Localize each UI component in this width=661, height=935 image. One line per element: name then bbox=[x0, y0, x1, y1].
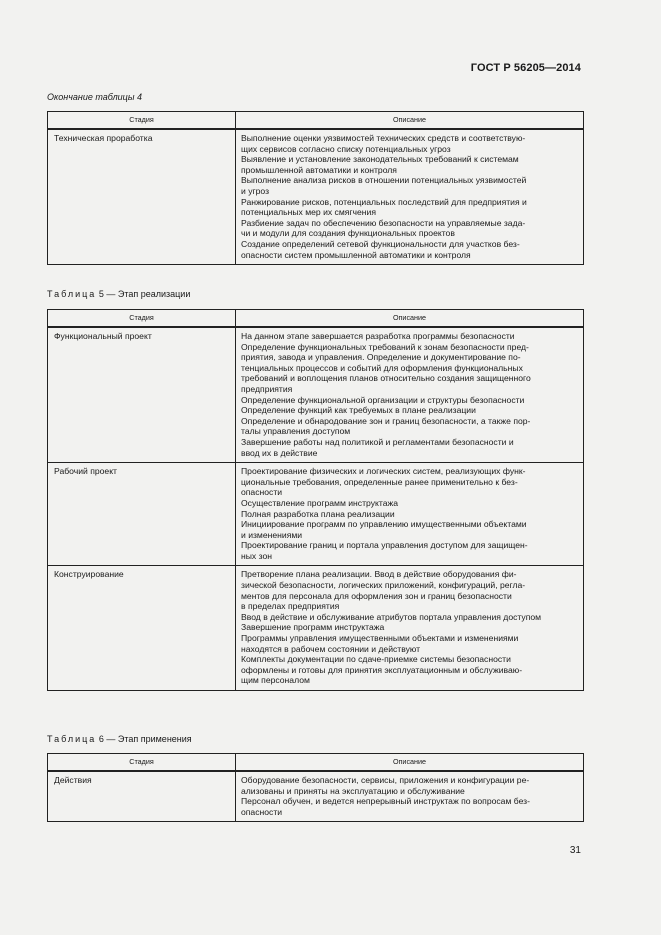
stage-cell: Функциональный проект bbox=[48, 327, 236, 463]
description-cell bbox=[236, 327, 584, 463]
table-row bbox=[48, 327, 584, 463]
caption-title: — Этап применения bbox=[106, 734, 192, 744]
table6-header-row bbox=[48, 754, 584, 772]
standard-number: ГОСТ Р 56205—2014 bbox=[470, 62, 581, 74]
description-line: ментов для персонала для оформления зон и границ безопасности bbox=[241, 590, 512, 601]
description-line: Полная разработка плана реализации bbox=[241, 508, 395, 519]
description-line: циональные требования, определенные ранее применительно к без- bbox=[241, 476, 518, 487]
description-line: Комплекты документации по сдаче-приемке системы безопасности bbox=[241, 654, 511, 665]
column-header-stage: Стадия bbox=[48, 754, 236, 772]
description-line: Определение и обнародование зон и границ безопасности, а также пор- bbox=[241, 415, 531, 426]
description-line: опасности bbox=[241, 806, 283, 817]
table5-caption bbox=[47, 289, 190, 299]
description-line: чи и модули для создания функциональных проектов bbox=[241, 228, 455, 239]
caption-number: 6 bbox=[98, 734, 104, 744]
description-line: ных зон bbox=[241, 550, 272, 561]
description-line: Выполнение оценки уязвимостей технических средств и соответствую- bbox=[241, 133, 526, 143]
table-row bbox=[48, 566, 584, 691]
caption-label: Таблица bbox=[47, 734, 97, 744]
description-cell bbox=[236, 566, 584, 691]
description-line: опасности систем промышленной автоматики и контроля bbox=[241, 249, 471, 260]
table6 bbox=[47, 753, 584, 822]
description-line: зической безопасности, логических приложений, конфигураций, регла- bbox=[241, 580, 526, 591]
description-line: Проектирование границ и портала управления доступом для защищен- bbox=[241, 540, 528, 551]
description-line: Программы управления имущественными объектами и изменениями bbox=[241, 633, 519, 644]
table-row bbox=[48, 463, 584, 566]
column-header-stage: Стадия bbox=[48, 310, 236, 328]
description-cell bbox=[236, 771, 584, 822]
description-line: Выполнение анализа рисков в отношении потенциальных уязвимостей bbox=[241, 175, 527, 186]
caption-label: Таблица bbox=[47, 289, 97, 299]
stage-cell: Конструирование bbox=[48, 566, 236, 691]
description-cell bbox=[236, 463, 584, 566]
description-line: Определение функциональной организации и структуры безопасности bbox=[241, 394, 525, 405]
description-line: щим персоналом bbox=[241, 675, 310, 686]
table-row bbox=[48, 129, 584, 265]
stage-cell: Действия bbox=[48, 771, 236, 822]
column-header-description: Описание bbox=[236, 310, 584, 328]
description-line: в пределах предприятия bbox=[241, 601, 340, 612]
description-line: и угроз bbox=[241, 185, 270, 196]
description-line: требований и воплощения планов относительно создания защищенного bbox=[241, 373, 531, 384]
description-line: Осуществление программ инструктажа bbox=[241, 497, 399, 508]
caption-number: 5 bbox=[98, 289, 104, 299]
table4-header-row bbox=[48, 112, 584, 130]
description-line: приятия, завода и управления. Определение и документирование по- bbox=[241, 352, 521, 363]
description-line: Выявление и установление законодательных требований к системам bbox=[241, 154, 519, 165]
caption-title: — Этап реализации bbox=[106, 289, 191, 299]
description-line: щих сервисов согласно списку потенциальных угроз bbox=[241, 143, 451, 154]
table5 bbox=[47, 309, 584, 691]
column-header-stage: Стадия bbox=[48, 112, 236, 130]
description-line: тенциальных процессов и событий для оформления функциональных bbox=[241, 362, 523, 373]
description-line: Определение функций как требуемых в плане реализации bbox=[241, 405, 476, 416]
description-line: оформлены и готовы для принятия эксплуатационным и обслуживаю- bbox=[241, 664, 523, 675]
table4-continuation-caption: Окончание таблицы 4 bbox=[47, 92, 142, 102]
table4 bbox=[47, 111, 584, 265]
column-header-description: Описание bbox=[236, 754, 584, 772]
description-line: Завершение программ инструктажа bbox=[241, 622, 385, 633]
description-line: Проектирование физических и логических систем, реализующих функ- bbox=[241, 466, 526, 477]
description-line: Персонал обучен, и ведется непрерывный инструктаж по вопросам без- bbox=[241, 796, 530, 807]
column-header-description: Описание bbox=[236, 112, 584, 130]
description-line: промышленной автоматики и контроля bbox=[241, 164, 397, 175]
table6-caption bbox=[47, 734, 192, 744]
description-line: предприятия bbox=[241, 383, 293, 394]
description-line: Разбиение задач по обеспечению безопасности на управляемые зада- bbox=[241, 217, 526, 228]
stage-cell: Техническая проработка bbox=[48, 129, 236, 265]
description-line: Создание определений сетевой функциональности для участков без- bbox=[241, 238, 520, 249]
description-line: Претворение плана реализации. Ввод в действие оборудования фи- bbox=[241, 569, 517, 580]
description-line: и изменениями bbox=[241, 529, 303, 540]
description-line: потенциальных мер их смягчения bbox=[241, 207, 376, 218]
description-line: Оборудование безопасности, сервисы, приложения и конфигурации ре- bbox=[241, 775, 530, 785]
page-number: 31 bbox=[569, 845, 581, 856]
description-line: находятся в рабочем состоянии и действуют bbox=[241, 643, 421, 654]
description-line: ализованы и приняты на эксплуатацию и обслуживание bbox=[241, 785, 465, 796]
description-cell bbox=[236, 129, 584, 265]
description-line: талы управления доступом bbox=[241, 426, 351, 437]
table5-header-row bbox=[48, 310, 584, 328]
description-line: ввод их в действие bbox=[241, 447, 318, 458]
description-line: На данном этапе завершается разработка программы безопасности bbox=[241, 331, 515, 341]
stage-cell: Рабочий проект bbox=[48, 463, 236, 566]
description-line: опасности bbox=[241, 487, 283, 498]
description-line: Завершение работы над политикой и регламентами безопасности и bbox=[241, 436, 514, 447]
description-line: Определение функциональных требований к зонам безопасности пред- bbox=[241, 341, 529, 352]
table-row bbox=[48, 771, 584, 822]
description-line: Инициирование программ по управлению имущественными объектами bbox=[241, 519, 527, 530]
description-line: Ранжирование рисков, потенциальных последствий для предприятия и bbox=[241, 196, 527, 207]
description-line: Ввод в действие и обслуживание атрибутов портала управления доступом bbox=[241, 611, 542, 622]
